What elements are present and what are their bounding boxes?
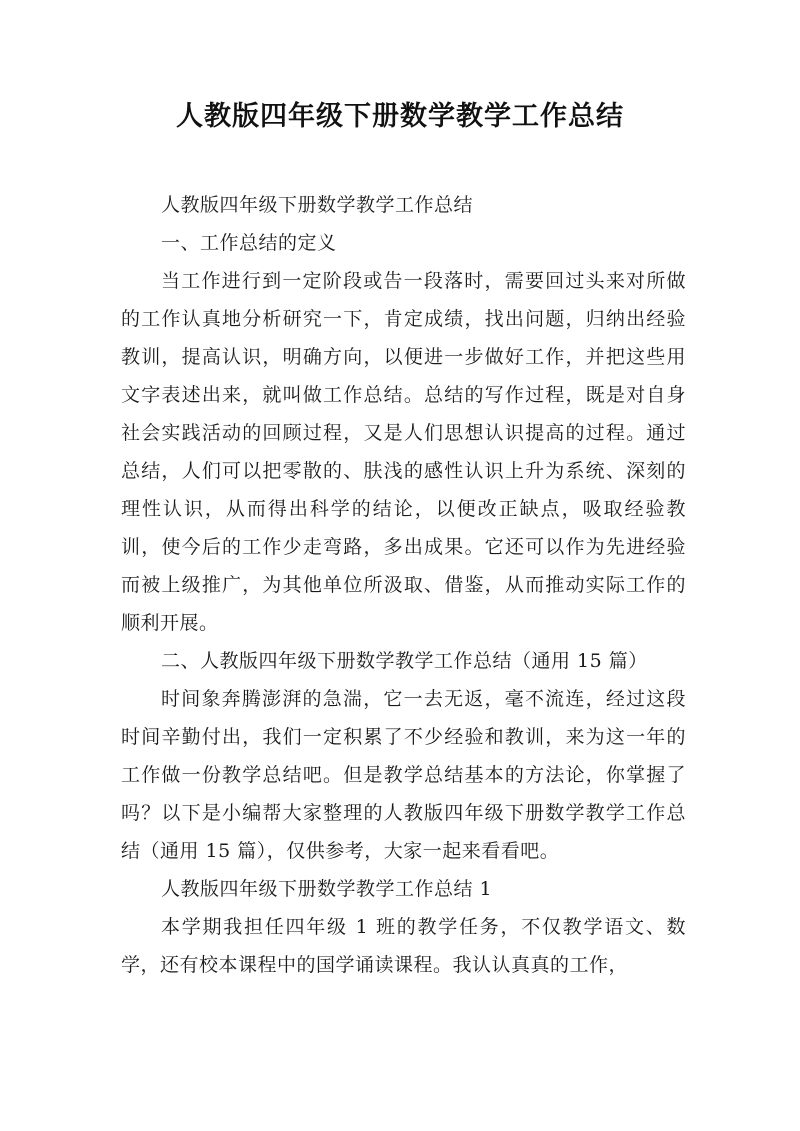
paragraph-intro: 时间象奔腾澎湃的急湍，它一去无返，毫不流连，经过这段时间辛勤付出，我们一定积累了不少经验和教训，来为这一年的工作做一份教学总结吧。但是教学总结基本的方法论，你掌握了吗？以下是小编帮大家整理的人教版四年级下册数学教学工作总结（通用 15 篇），仅供参考，大家一起来看看吧。: [121, 688, 686, 862]
section-heading-summary: 二、人教版四年级下册数学教学工作总结（通用 15 篇）: [161, 650, 648, 672]
document-body: [121, 186, 686, 984]
paragraph-definition: 当工作进行到一定阶段或告一段落时，需要回过头来对所做的工作认真地分析研究一下，肯定成绩，找出问题，归纳出经验教训，提高认识，明确方向，以便进一步做好工作，并把这些用文字表述出来，就叫做工作总结。总结的写作过程，既是对自身社会实践活动的回顾过程，又是人们思想认识提高的过程。通过总结，人们可以把零散的、肤浅的感性认识上升为系统、深刻的理性认识，从而得出科学的结论，以便改正缺点，吸取经验教训，使今后的工作少走弯路，多出成果。它还可以作为先进经验而被上级推广，为其他单位所汲取、借鉴，从而推动实际工作的顺利开展。: [121, 270, 686, 634]
paragraph-subtitle: 人教版四年级下册数学教学工作总结: [161, 194, 474, 216]
section-heading-definition: 一、工作总结的定义: [161, 232, 337, 254]
article-heading-1: 人教版四年级下册数学教学工作总结 1: [161, 878, 493, 900]
document-title: 人教版四年级下册数学教学工作总结: [176, 101, 624, 132]
paragraph-article-1: 本学期我担任四年级 1 班的教学任务，不仅教学语文、数学，还有校本课程中的国学诵读课程。我认认真真的工作，: [121, 916, 686, 976]
